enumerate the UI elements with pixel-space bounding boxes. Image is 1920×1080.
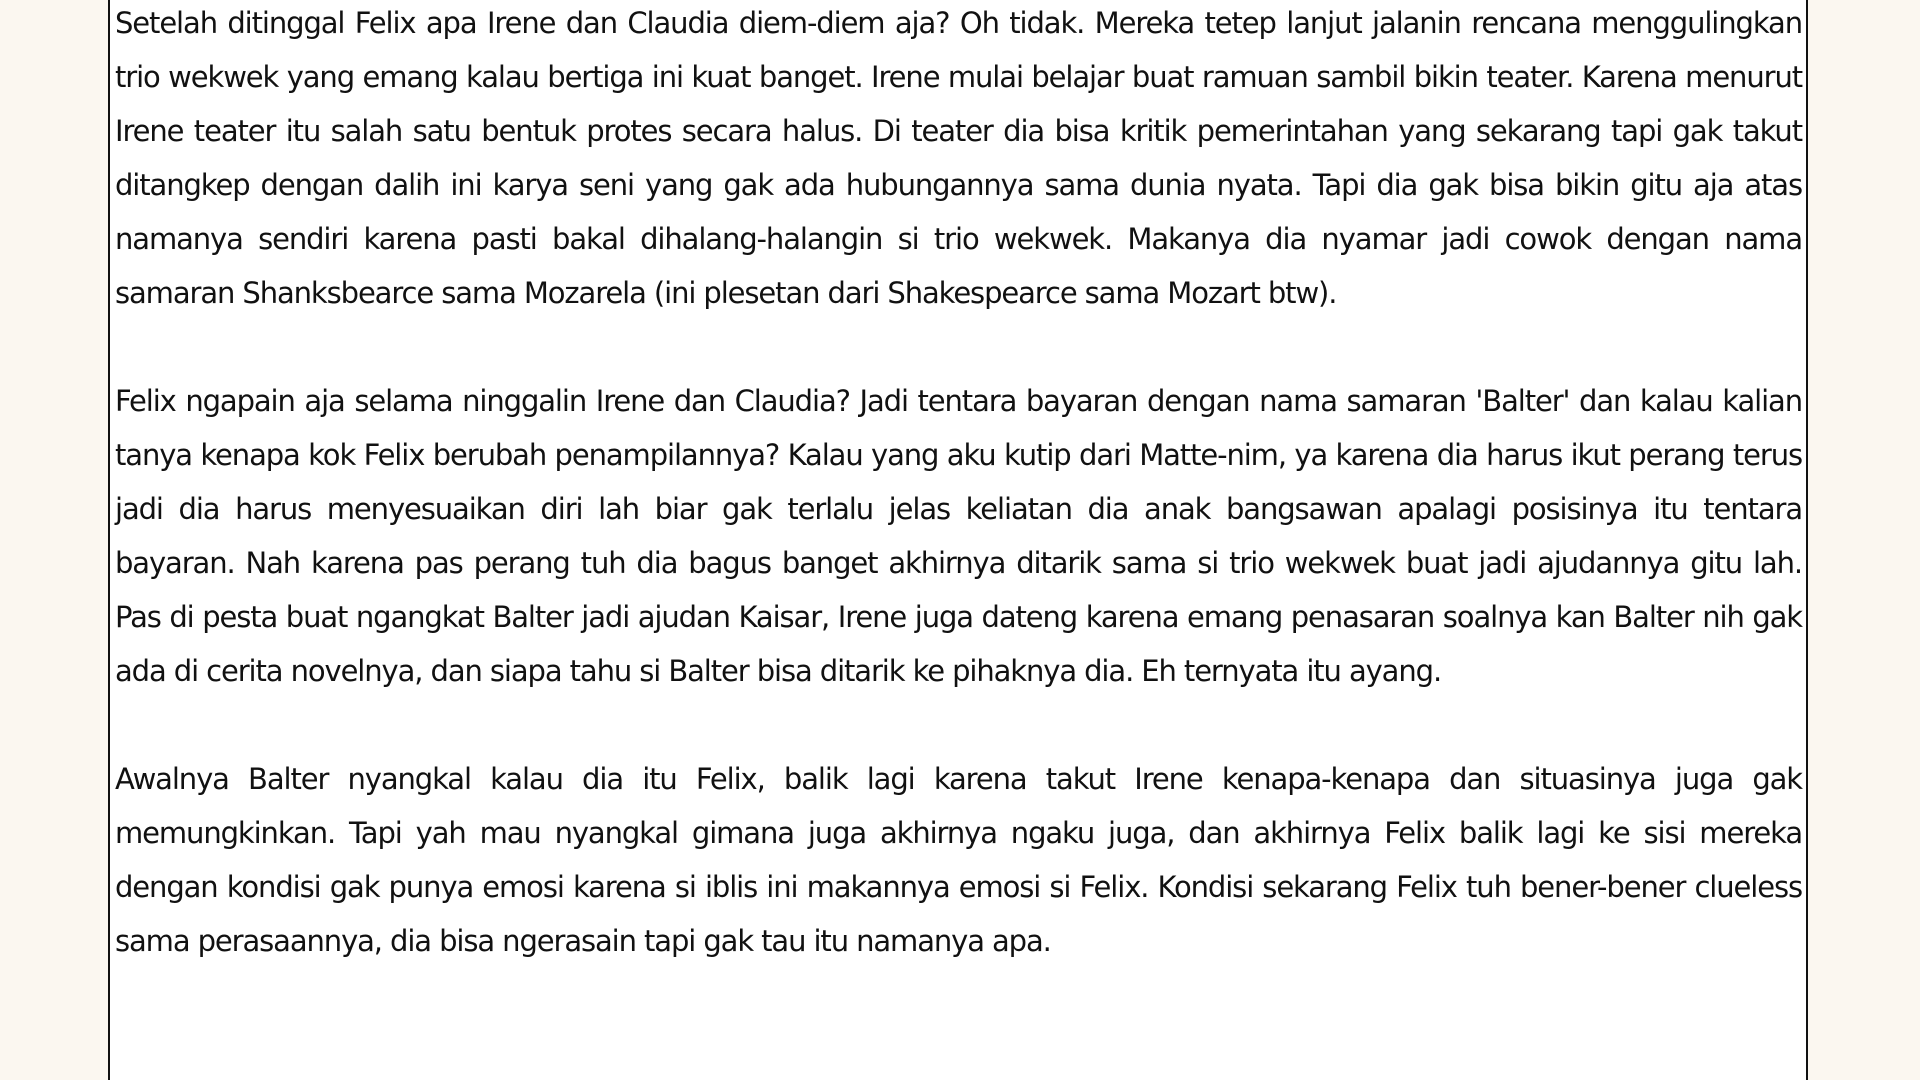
article-paragraph-2: Felix ngapain aja selama ninggalin Irene dan Claudia? Jadi tentara bayaran dengan nama samaran 'Balter' dan kalau kalian tanya kenapa kok Felix berubah penampilannya? Kalau yang aku kutip dari Matte-nim, ya karena dia harus ikut perang terus jadi dia harus menyesuaikan diri lah biar gak terlalu jelas keliatan dia anak bangsawan apalagi posisinya itu tentara bayaran. Nah karena pas perang tuh dia bagus banget akhirnya ditarik sama si trio wekwek buat jadi ajudannya gitu lah. Pas di pesta buat ngangkat Balter jadi ajudan Kaisar, Irene juga dateng karena emang penasaran soalnya kan Balter nih gak ada di cerita novelnya, dan siapa tahu si Balter bisa ditarik ke pihaknya dia. Eh ternyata itu ayang. xyxy=(115,384,1802,688)
article-paragraph-1: Setelah ditinggal Felix apa Irene dan Claudia diem-diem aja? Oh tidak. Mereka tetep lanjut jalanin rencana menggulingkan trio wekwek yang emang kalau bertiga ini kuat banget. Irene mulai belajar buat ramuan sambil bikin teater. Karena menurut Irene teater itu salah satu bentuk protes secara halus. Di teater dia bisa kritik pemerintahan yang sekarang tapi gak takut ditangkep dengan dalih ini karya seni yang gak ada hubungannya sama dunia nyata. Tapi dia gak bisa bikin gitu aja atas namanya sendiri karena pasti bakal dihalang-halangin si trio wekwek. Makanya dia nyamar jadi cowok dengan nama samaran Shanksbearce sama Mozarela (ini plesetan dari Shakespearce sama Mozart btw). xyxy=(115,6,1802,310)
article-panel[interactable] xyxy=(108,0,1808,1080)
article-paragraph-3: Awalnya Balter nyangkal kalau dia itu Felix, balik lagi karena takut Irene kenapa-kenapa dan situasinya juga gak memungkinkan. Tapi yah mau nyangkal gimana juga akhirnya ngaku juga, dan akhirnya Felix balik lagi ke sisi mereka dengan kondisi gak punya emosi karena si iblis ini makannya emosi si Felix. Kondisi sekarang Felix tuh bener-bener clueless sama perasaannya, dia bisa ngerasain tapi gak tau itu namanya apa. xyxy=(115,762,1802,958)
